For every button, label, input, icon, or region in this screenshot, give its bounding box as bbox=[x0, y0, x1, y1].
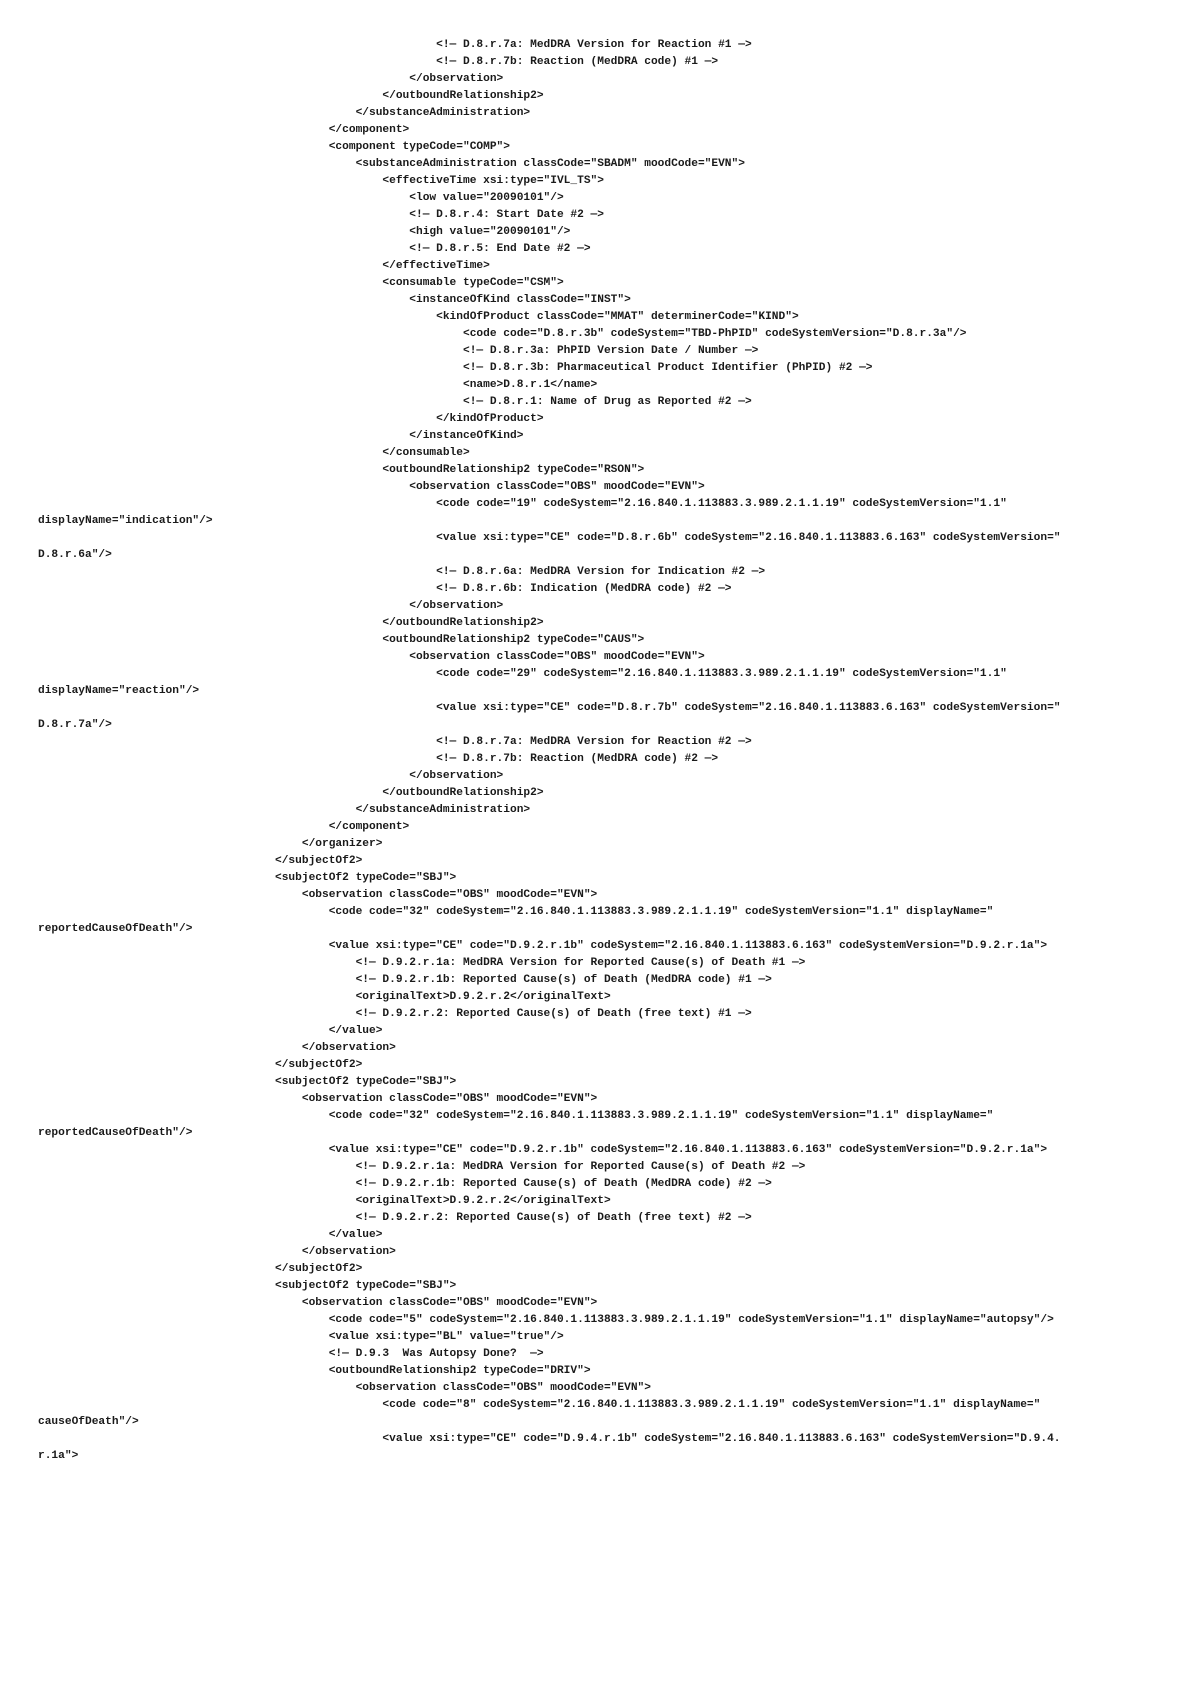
code-line: </effectiveTime> bbox=[275, 260, 490, 272]
code-line: <originalText>D.9.2.r.2</originalText> bbox=[275, 991, 611, 1003]
code-line: </observation> bbox=[275, 1042, 396, 1054]
code-line: <!— D.8.r.7b: Reaction (MedDRA code) #1 —> bbox=[275, 56, 719, 68]
code-line: <component typeCode="COMP"> bbox=[275, 141, 510, 153]
code-line: <!— D.9.2.r.1a: MedDRA Version for Reported Cause(s) of Death #2 —> bbox=[275, 1161, 806, 1173]
code-line: </value> bbox=[275, 1229, 383, 1241]
code-line: <!— D.9.2.r.2: Reported Cause(s) of Death (free text) #1 —> bbox=[275, 1008, 752, 1020]
code-line: <!— D.9.2.r.1a: MedDRA Version for Reported Cause(s) of Death #1 —> bbox=[275, 957, 806, 969]
code-line: <code code="32" codeSystem="2.16.840.1.113883.3.989.2.1.1.19" codeSystemVersion="1.1" displayName=" bbox=[275, 906, 994, 918]
code-line: <value xsi:type="CE" code="D.9.2.r.1b" codeSystem="2.16.840.1.113883.6.163" codeSystemVersion="D.9.2.r.1a"> bbox=[275, 940, 1048, 952]
code-line: </observation> bbox=[275, 73, 504, 85]
code-line: <observation classCode="OBS" moodCode="EVN"> bbox=[275, 481, 705, 493]
code-line: </value> bbox=[275, 1025, 383, 1037]
code-line: </consumable> bbox=[275, 447, 470, 459]
code-line: <!— D.8.r.7b: Reaction (MedDRA code) #2 —> bbox=[275, 753, 719, 765]
code-line: <observation classCode="OBS" moodCode="EVN"> bbox=[275, 889, 598, 901]
code-line-continuation: D.8.r.7a"/> bbox=[38, 719, 112, 731]
code-line: <instanceOfKind classCode="INST"> bbox=[275, 294, 631, 306]
code-line: </observation> bbox=[275, 1246, 396, 1258]
code-line: <code code="29" codeSystem="2.16.840.1.113883.3.989.2.1.1.19" codeSystemVersion="1.1" bbox=[275, 668, 1007, 680]
code-line: </outboundRelationship2> bbox=[275, 617, 544, 629]
code-line: <code code="5" codeSystem="2.16.840.1.113883.3.989.2.1.1.19" codeSystemVersion="1.1" displayName="autopsy"/> bbox=[275, 1314, 1054, 1326]
code-line-continuation: displayName="reaction"/> bbox=[38, 685, 200, 697]
code-line: <originalText>D.9.2.r.2</originalText> bbox=[275, 1195, 611, 1207]
code-line: </substanceAdministration> bbox=[275, 107, 531, 119]
code-line: </observation> bbox=[275, 600, 504, 612]
code-line: <value xsi:type="CE" code="D.9.4.r.1b" codeSystem="2.16.840.1.113883.6.163" codeSystemVersion="D.9.4. bbox=[275, 1433, 1061, 1445]
code-line-continuation: reportedCauseOfDeath"/> bbox=[38, 923, 193, 935]
code-line-continuation: r.1a"> bbox=[38, 1450, 79, 1462]
code-line: <effectiveTime xsi:type="IVL_TS"> bbox=[275, 175, 604, 187]
code-line: <!— D.8.r.5: End Date #2 —> bbox=[275, 243, 591, 255]
code-line: </instanceOfKind> bbox=[275, 430, 524, 442]
code-line: <!— D.9.3 Was Autopsy Done? —> bbox=[275, 1348, 544, 1360]
code-line: <!— D.9.2.r.2: Reported Cause(s) of Death (free text) #2 —> bbox=[275, 1212, 752, 1224]
code-line: </outboundRelationship2> bbox=[275, 90, 544, 102]
code-line: </subjectOf2> bbox=[275, 1059, 363, 1071]
code-line: <high value="20090101"/> bbox=[275, 226, 571, 238]
code-line: <!— D.8.r.7a: MedDRA Version for Reaction #1 —> bbox=[275, 39, 752, 51]
code-line: <kindOfProduct classCode="MMAT" determinerCode="KIND"> bbox=[275, 311, 799, 323]
code-line: <observation classCode="OBS" moodCode="EVN"> bbox=[275, 1382, 651, 1394]
code-line: <code code="19" codeSystem="2.16.840.1.113883.3.989.2.1.1.19" codeSystemVersion="1.1" bbox=[275, 498, 1007, 510]
code-line: </observation> bbox=[275, 770, 504, 782]
code-line: <!— D.8.r.1: Name of Drug as Reported #2 —> bbox=[275, 396, 752, 408]
code-line-continuation: causeOfDeath"/> bbox=[38, 1416, 139, 1428]
code-line: <!— D.8.r.4: Start Date #2 —> bbox=[275, 209, 604, 221]
code-line: <consumable typeCode="CSM"> bbox=[275, 277, 564, 289]
code-line: <outboundRelationship2 typeCode="RSON"> bbox=[275, 464, 645, 476]
code-line: <!— D.9.2.r.1b: Reported Cause(s) of Death (MedDRA code) #2 —> bbox=[275, 1178, 772, 1190]
code-line: <code code="32" codeSystem="2.16.840.1.113883.3.989.2.1.1.19" codeSystemVersion="1.1" displayName=" bbox=[275, 1110, 994, 1122]
code-line: <substanceAdministration classCode="SBADM" moodCode="EVN"> bbox=[275, 158, 745, 170]
code-line: <!— D.8.r.3b: Pharmaceutical Product Identifier (PhPID) #2 —> bbox=[275, 362, 873, 374]
code-line: </component> bbox=[275, 821, 410, 833]
code-line: <!— D.8.r.3a: PhPID Version Date / Number —> bbox=[275, 345, 759, 357]
code-line: <value xsi:type="BL" value="true"/> bbox=[275, 1331, 564, 1343]
code-line: <low value="20090101"/> bbox=[275, 192, 564, 204]
code-line: <!— D.8.r.6b: Indication (MedDRA code) #2 —> bbox=[275, 583, 732, 595]
code-line: <subjectOf2 typeCode="SBJ"> bbox=[275, 1076, 457, 1088]
code-line: <!— D.8.r.6a: MedDRA Version for Indication #2 —> bbox=[275, 566, 766, 578]
code-line: <subjectOf2 typeCode="SBJ"> bbox=[275, 1280, 457, 1292]
code-line: <subjectOf2 typeCode="SBJ"> bbox=[275, 872, 457, 884]
code-line: <value xsi:type="CE" code="D.8.r.6b" codeSystem="2.16.840.1.113883.6.163" codeSystemVersion=" bbox=[275, 532, 1061, 544]
code-line: <value xsi:type="CE" code="D.8.r.7b" codeSystem="2.16.840.1.113883.6.163" codeSystemVersion=" bbox=[275, 702, 1061, 714]
code-line: </outboundRelationship2> bbox=[275, 787, 544, 799]
code-line: <name>D.8.r.1</name> bbox=[275, 379, 598, 391]
code-line: <code code="D.8.r.3b" codeSystem="TBD-PhPID" codeSystemVersion="D.8.r.3a"/> bbox=[275, 328, 967, 340]
code-line: <observation classCode="OBS" moodCode="EVN"> bbox=[275, 1297, 598, 1309]
code-line-continuation: D.8.r.6a"/> bbox=[38, 549, 112, 561]
code-line: </subjectOf2> bbox=[275, 1263, 363, 1275]
code-line: <outboundRelationship2 typeCode="CAUS"> bbox=[275, 634, 645, 646]
code-line-continuation: reportedCauseOfDeath"/> bbox=[38, 1127, 193, 1139]
code-line: </kindOfProduct> bbox=[275, 413, 544, 425]
code-line: </subjectOf2> bbox=[275, 855, 363, 867]
code-line: </substanceAdministration> bbox=[275, 804, 531, 816]
code-line: <outboundRelationship2 typeCode="DRIV"> bbox=[275, 1365, 591, 1377]
code-line: <!— D.8.r.7a: MedDRA Version for Reaction #2 —> bbox=[275, 736, 752, 748]
code-line-continuation: displayName="indication"/> bbox=[38, 515, 213, 527]
code-line: </component> bbox=[275, 124, 410, 136]
code-line: <!— D.9.2.r.1b: Reported Cause(s) of Death (MedDRA code) #1 —> bbox=[275, 974, 772, 986]
code-line: <observation classCode="OBS" moodCode="EVN"> bbox=[275, 1093, 598, 1105]
code-line: <observation classCode="OBS" moodCode="EVN"> bbox=[275, 651, 705, 663]
code-line: </organizer> bbox=[275, 838, 383, 850]
xml-code-listing bbox=[38, 37, 1061, 1465]
code-line: <value xsi:type="CE" code="D.9.2.r.1b" codeSystem="2.16.840.1.113883.6.163" codeSystemVersion="D.9.2.r.1a"> bbox=[275, 1144, 1048, 1156]
code-line: <code code="8" codeSystem="2.16.840.1.113883.3.989.2.1.1.19" codeSystemVersion="1.1" displayName=" bbox=[275, 1399, 1041, 1411]
